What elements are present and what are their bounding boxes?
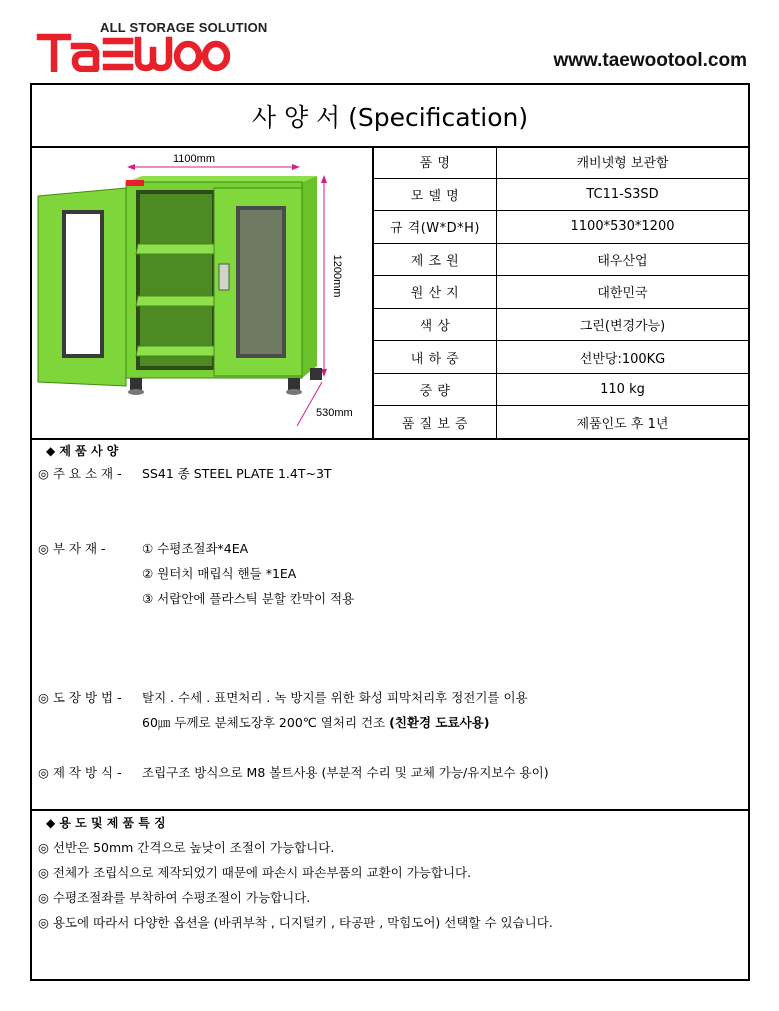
spec-row [374, 146, 748, 178]
height-dimension: 1200mm [331, 254, 343, 298]
material-label: ◎ 주 요 소 재 - [38, 466, 122, 481]
product-image [32, 146, 374, 438]
spec-label: 제 조 원 [374, 243, 497, 276]
page-title: 사 양 서 (Specification) [32, 85, 748, 148]
parts-item: ③ 서랍안에 플라스틱 분할 칸막이 적용 [142, 591, 355, 606]
taewoo-logo [36, 32, 231, 72]
spec-label: 품 질 보 증 [374, 406, 497, 438]
website-url[interactable]: www.taewootool.com [553, 50, 747, 71]
section-header: ◆ 제 품 사 양 [46, 444, 119, 458]
spec-value: 선반당:100KG [497, 341, 749, 374]
parts-label: ◎ 부 자 재 - [38, 541, 106, 556]
feature-item: ◎ 선반은 50mm 간격으로 높낮이 조절이 가능합니다. [38, 840, 335, 855]
spec-row [374, 211, 748, 244]
method-label: ◎ 제 작 방 식 - [38, 765, 122, 780]
feature-item: ◎ 수평조절좌를 부착하여 수평조절이 가능합니다. [38, 890, 311, 905]
spec-value: 1100*530*1200 [497, 211, 749, 244]
coating-line-2-text: 60㎛ 두께로 분체도장후 200℃ 열처리 건조 [142, 715, 386, 730]
spec-label: 중 량 [374, 373, 497, 406]
spec-area [32, 146, 748, 440]
spec-value: 캐비넷형 보관함 [497, 146, 749, 178]
spec-label: 색 상 [374, 308, 497, 341]
spec-value: 110 kg [497, 373, 749, 406]
spec-row [374, 373, 748, 406]
spec-row [374, 341, 748, 374]
coating-line-1: 탈지 . 수세 . 표면처리 . 녹 방지를 위한 화성 피막처리후 정전기를 이용 [142, 690, 528, 705]
eco-paint-note: (친환경 도료사용) [389, 715, 490, 730]
coating-line-2 [142, 713, 489, 731]
feature-item: ◎ 용도에 따라서 다양한 옵션을 (바퀴부착 , 디지털키 , 타공판 , 막힘도어) 선택할 수 있습니다. [38, 915, 553, 930]
depth-dimension: 530mm [316, 407, 353, 419]
feature-item: ◎ 전체가 조립식으로 제작되었기 때문에 파손시 파손부품의 교환이 가능합니다. [38, 865, 472, 880]
spec-value: 제품인도 후 1년 [576, 416, 669, 432]
brand-tagline: ALL STORAGE SOLUTION [100, 20, 268, 35]
spec-label: 모 델 명 [374, 178, 497, 211]
spec-label: 품 명 [374, 146, 497, 178]
coating-label: ◎ 도 장 방 법 - [38, 690, 122, 705]
spec-value: TC11-S3SD [497, 178, 749, 211]
spec-label: 원 산 지 [374, 276, 497, 309]
spec-label: 내 하 중 [374, 341, 497, 374]
parts-item: ② 원터치 매립식 핸들 *1EA [142, 566, 297, 581]
spec-row [374, 243, 748, 276]
cabinet-illustration [32, 146, 372, 438]
material-value: SS41 종 STEEL PLATE 1.4T~3T [142, 466, 332, 481]
features-section [32, 809, 748, 979]
spec-row [374, 276, 748, 309]
parts-item: ① 수평조절좌*4EA [142, 541, 249, 556]
spec-sheet-frame [30, 83, 750, 981]
section-header: ◆ 용 도 및 제 품 특 징 [46, 816, 166, 830]
spec-row [374, 178, 748, 211]
width-dimension: 1100mm [173, 153, 215, 165]
spec-label: 규 격(W*D*H) [374, 211, 497, 244]
spec-value: 그린(변경가능) [497, 308, 749, 341]
spec-row [374, 308, 748, 341]
method-value: 조립구조 방식으로 M8 볼트사용 (부분적 수리 및 교체 가능/유지보수 용이) [142, 765, 549, 780]
spec-value: 대한민국 [497, 276, 749, 309]
product-spec-section [32, 438, 748, 811]
spec-row [374, 406, 748, 438]
spec-value: 태우산업 [497, 243, 749, 276]
spec-table [374, 146, 748, 438]
